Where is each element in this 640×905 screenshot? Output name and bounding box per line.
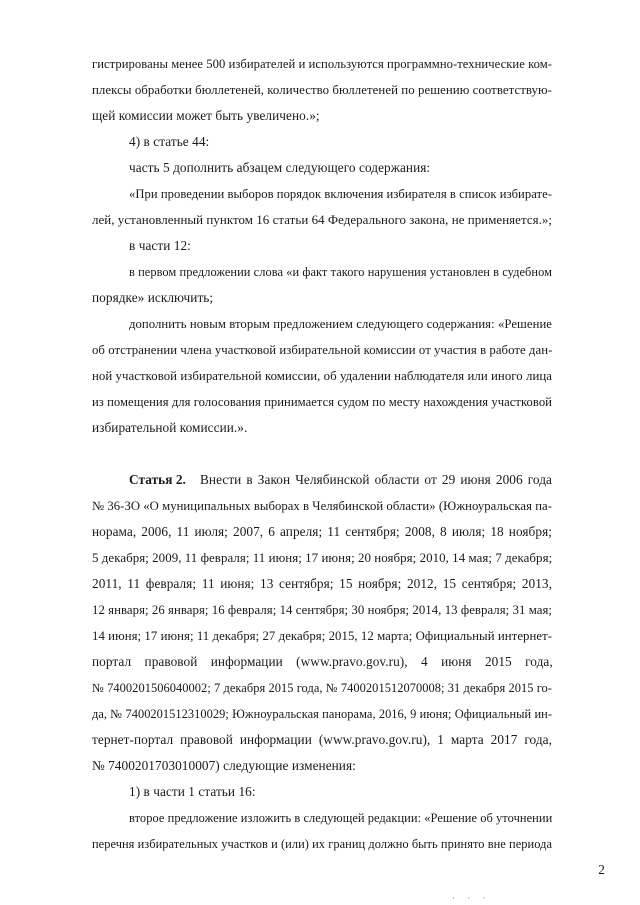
body-line: тернет-портал правовой информации (www.pravo.gov.ru), 1 марта 2017 года, — [92, 732, 552, 747]
body-line: гистрированы менее 500 избирателей и используются программно-технические ком- — [92, 57, 552, 71]
body-line: № 7400201506040002; 7 декабря 2015 года, № 7400201512070008; 31 декабря 2015 го- — [92, 681, 552, 695]
body-line: 12 января; 26 января; 16 февраля; 14 сентября; 30 ноября; 2014, 13 февраля; 31 мая; — [92, 603, 552, 617]
body-line: об отстранении члена участковой избирательной комиссии от участия в работе дан- — [92, 343, 553, 357]
body-line: 2011, 11 февраля; 11 июня; 13 сентября; 15 ноября; 2012, 15 сентября; 2013, — [92, 576, 552, 591]
body-line: второе предложение изложить в следующей редакции: «Решение об уточнении — [129, 811, 553, 825]
body-line: в части 12: — [129, 238, 191, 253]
body-line: портал правовой информации (www.pravo.gov.ru), 4 июня 2015 года, — [92, 654, 553, 669]
body-line: Внести в Закон Челябинской области от 29 июня 2006 года — [200, 472, 552, 487]
body-line: норама, 2006, 11 июля; 2007, 6 апреля; 11 сентября; 2008, 8 июля; 18 ноября; — [92, 524, 552, 539]
body-line: плексы обработки бюллетеней, количество бюллетеней по решению соответствую- — [92, 83, 552, 97]
page-number: 2 — [598, 862, 605, 877]
article-heading: Статья 2. — [129, 472, 186, 487]
body-line: 5 декабря; 2009, 11 февраля; 11 июня; 17 июня; 20 ноября; 2010, 14 мая; 7 декабря; — [92, 550, 553, 565]
body-line: перечня избирательных участков и (или) их границ должно быть принято вне периода — [92, 837, 552, 851]
body-line: порядке» исключить; — [92, 290, 214, 305]
body-line: № 7400201703010007) следующие изменения: — [92, 758, 356, 773]
body-line: ной участковой избирательной комиссии, об удалении наблюдателя или иного лица — [92, 369, 552, 383]
body-line: «При проведении выборов порядок включения избирателя в список избирате- — [129, 187, 552, 201]
body-line: дополнить новым вторым предложением следующего содержания: «Решение — [129, 317, 552, 331]
body-line: 4) в статье 44: — [129, 134, 210, 149]
body-line: да, № 7400201512310029; Южноуральская панорама, 2016, 9 июня; Официальный ин- — [92, 707, 552, 721]
body-line: щей комиссии может быть увеличено.»; — [92, 108, 320, 123]
body-line: № 36-ЗО «О муниципальных выборах в Челябинской области» (Южноуральская па- — [92, 499, 552, 513]
body-line: 14 июня; 17 июня; 11 декабря; 27 декабря; 2015, 12 марта; Официальный интернет- — [92, 629, 553, 643]
scan-artifact: · · · — [452, 893, 491, 903]
body-line: избирательной комиссии.». — [92, 420, 248, 435]
body-line: из помещения для голосования принимается судом по месту нахождения участковой — [92, 395, 552, 409]
body-line: в первом предложении слова «и факт такого нарушения установлен в судебном — [129, 265, 552, 279]
body-line: 1) в части 1 статьи 16: — [129, 784, 256, 799]
body-line: часть 5 дополнить абзацем следующего содержания: — [129, 160, 431, 175]
body-line: лей, установленный пунктом 16 статьи 64 Федерального закона, не применяется.»; — [92, 212, 553, 227]
